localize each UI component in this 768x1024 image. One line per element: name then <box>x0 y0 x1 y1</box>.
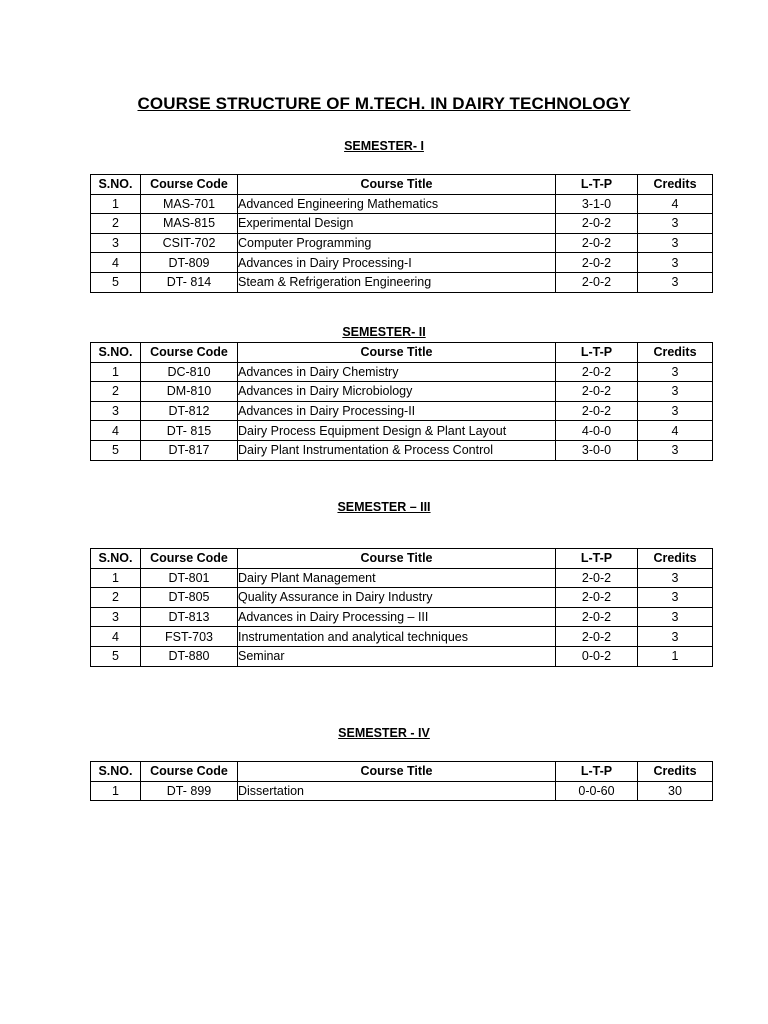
credits-cell: 3 <box>638 401 713 421</box>
header-course-title: Course Title <box>238 762 556 782</box>
semester-2-table <box>90 342 713 461</box>
course-code-cell: DT- 815 <box>141 421 238 441</box>
credits-cell: 3 <box>638 233 713 253</box>
credits-cell: 3 <box>638 382 713 402</box>
table-header-row <box>91 549 713 569</box>
sno-cell: 3 <box>91 233 141 253</box>
header-course-title: Course Title <box>238 549 556 569</box>
ltp-cell: 4-0-0 <box>556 421 638 441</box>
header-sno: S.NO. <box>91 343 141 363</box>
course-title-cell: Dairy Plant Management <box>238 568 556 588</box>
course-code-cell: DT-809 <box>141 253 238 273</box>
course-code-cell: DM-810 <box>141 382 238 402</box>
course-title-cell: Advances in Dairy Processing-II <box>238 401 556 421</box>
sno-cell: 1 <box>91 568 141 588</box>
credits-cell: 3 <box>638 362 713 382</box>
sno-cell: 1 <box>91 781 141 801</box>
credits-cell: 3 <box>638 588 713 608</box>
sno-cell: 1 <box>91 194 141 214</box>
sno-cell: 4 <box>91 253 141 273</box>
ltp-cell: 2-0-2 <box>556 253 638 273</box>
header-sno: S.NO. <box>91 762 141 782</box>
semester-1-heading: SEMESTER- I <box>344 139 424 153</box>
header-ltp: L-T-P <box>556 343 638 363</box>
ltp-cell: 2-0-2 <box>556 627 638 647</box>
credits-cell: 3 <box>638 440 713 460</box>
table-header-row <box>91 175 713 195</box>
course-code-cell: FST-703 <box>141 627 238 647</box>
course-code-cell: MAS-701 <box>141 194 238 214</box>
table-row <box>91 781 713 801</box>
table-row <box>91 382 713 402</box>
table-row <box>91 568 713 588</box>
table-row <box>91 253 713 273</box>
sno-cell: 2 <box>91 214 141 234</box>
semester-4-table <box>90 761 713 801</box>
sno-cell: 4 <box>91 627 141 647</box>
course-title-cell: Dairy Plant Instrumentation & Process Control <box>238 440 556 460</box>
course-title-cell: Dairy Process Equipment Design & Plant Layout <box>238 421 556 441</box>
ltp-cell: 0-0-2 <box>556 646 638 666</box>
header-credits: Credits <box>638 175 713 195</box>
credits-cell: 3 <box>638 253 713 273</box>
credits-cell: 3 <box>638 272 713 292</box>
table-row <box>91 646 713 666</box>
ltp-cell: 2-0-2 <box>556 272 638 292</box>
ltp-cell: 2-0-2 <box>556 233 638 253</box>
credits-cell: 4 <box>638 194 713 214</box>
ltp-cell: 2-0-2 <box>556 214 638 234</box>
course-title-cell: Quality Assurance in Dairy Industry <box>238 588 556 608</box>
credits-cell: 3 <box>638 214 713 234</box>
semester-3-heading: SEMESTER – III <box>337 500 431 514</box>
sno-cell: 5 <box>91 272 141 292</box>
course-code-cell: DT- 899 <box>141 781 238 801</box>
header-ltp: L-T-P <box>556 175 638 195</box>
ltp-cell: 2-0-2 <box>556 362 638 382</box>
semester-3-table <box>90 548 713 667</box>
course-code-cell: DT-812 <box>141 401 238 421</box>
table-row <box>91 194 713 214</box>
table-row <box>91 362 713 382</box>
header-ltp: L-T-P <box>556 549 638 569</box>
sno-cell: 4 <box>91 421 141 441</box>
ltp-cell: 3-1-0 <box>556 194 638 214</box>
course-title-cell: Advances in Dairy Microbiology <box>238 382 556 402</box>
course-title-cell: Instrumentation and analytical techniques <box>238 627 556 647</box>
course-code-cell: DT-801 <box>141 568 238 588</box>
sno-cell: 2 <box>91 588 141 608</box>
sno-cell: 5 <box>91 646 141 666</box>
course-code-cell: CSIT-702 <box>141 233 238 253</box>
ltp-cell: 2-0-2 <box>556 588 638 608</box>
header-sno: S.NO. <box>91 175 141 195</box>
header-course-code: Course Code <box>141 175 238 195</box>
header-course-code: Course Code <box>141 549 238 569</box>
table-row <box>91 627 713 647</box>
ltp-cell: 2-0-2 <box>556 382 638 402</box>
table-row <box>91 233 713 253</box>
course-title-cell: Computer Programming <box>238 233 556 253</box>
semester-1-table <box>90 174 713 293</box>
table-row <box>91 607 713 627</box>
table-row <box>91 272 713 292</box>
sno-cell: 2 <box>91 382 141 402</box>
semester-2-heading: SEMESTER- II <box>342 325 426 339</box>
credits-cell: 3 <box>638 568 713 588</box>
course-title-cell: Advances in Dairy Processing-I <box>238 253 556 273</box>
course-code-cell: DT-805 <box>141 588 238 608</box>
credits-cell: 3 <box>638 607 713 627</box>
table-row <box>91 214 713 234</box>
sno-cell: 3 <box>91 401 141 421</box>
header-ltp: L-T-P <box>556 762 638 782</box>
sno-cell: 1 <box>91 362 141 382</box>
course-title-cell: Advances in Dairy Processing – III <box>238 607 556 627</box>
credits-cell: 4 <box>638 421 713 441</box>
course-code-cell: DT-880 <box>141 646 238 666</box>
semester-4-heading: SEMESTER - IV <box>338 726 430 740</box>
header-course-title: Course Title <box>238 343 556 363</box>
course-title-cell: Dissertation <box>238 781 556 801</box>
table-row <box>91 421 713 441</box>
sno-cell: 3 <box>91 607 141 627</box>
table-header-row <box>91 762 713 782</box>
header-sno: S.NO. <box>91 549 141 569</box>
header-course-code: Course Code <box>141 762 238 782</box>
course-title-cell: Advanced Engineering Mathematics <box>238 194 556 214</box>
credits-cell: 1 <box>638 646 713 666</box>
header-credits: Credits <box>638 549 713 569</box>
ltp-cell: 0-0-60 <box>556 781 638 801</box>
course-code-cell: DT-817 <box>141 440 238 460</box>
table-row <box>91 401 713 421</box>
ltp-cell: 2-0-2 <box>556 607 638 627</box>
course-title-cell: Experimental Design <box>238 214 556 234</box>
credits-cell: 3 <box>638 627 713 647</box>
table-header-row <box>91 343 713 363</box>
course-title-cell: Seminar <box>238 646 556 666</box>
ltp-cell: 2-0-2 <box>556 568 638 588</box>
ltp-cell: 3-0-0 <box>556 440 638 460</box>
header-credits: Credits <box>638 762 713 782</box>
course-code-cell: DT-813 <box>141 607 238 627</box>
page-title: COURSE STRUCTURE OF M.TECH. IN DAIRY TECHNOLOGY <box>137 94 631 113</box>
course-code-cell: DT- 814 <box>141 272 238 292</box>
header-credits: Credits <box>638 343 713 363</box>
header-course-code: Course Code <box>141 343 238 363</box>
table-row <box>91 440 713 460</box>
course-title-cell: Advances in Dairy Chemistry <box>238 362 556 382</box>
credits-cell: 30 <box>638 781 713 801</box>
header-course-title: Course Title <box>238 175 556 195</box>
course-code-cell: MAS-815 <box>141 214 238 234</box>
course-title-cell: Steam & Refrigeration Engineering <box>238 272 556 292</box>
table-row <box>91 588 713 608</box>
course-code-cell: DC-810 <box>141 362 238 382</box>
sno-cell: 5 <box>91 440 141 460</box>
ltp-cell: 2-0-2 <box>556 401 638 421</box>
